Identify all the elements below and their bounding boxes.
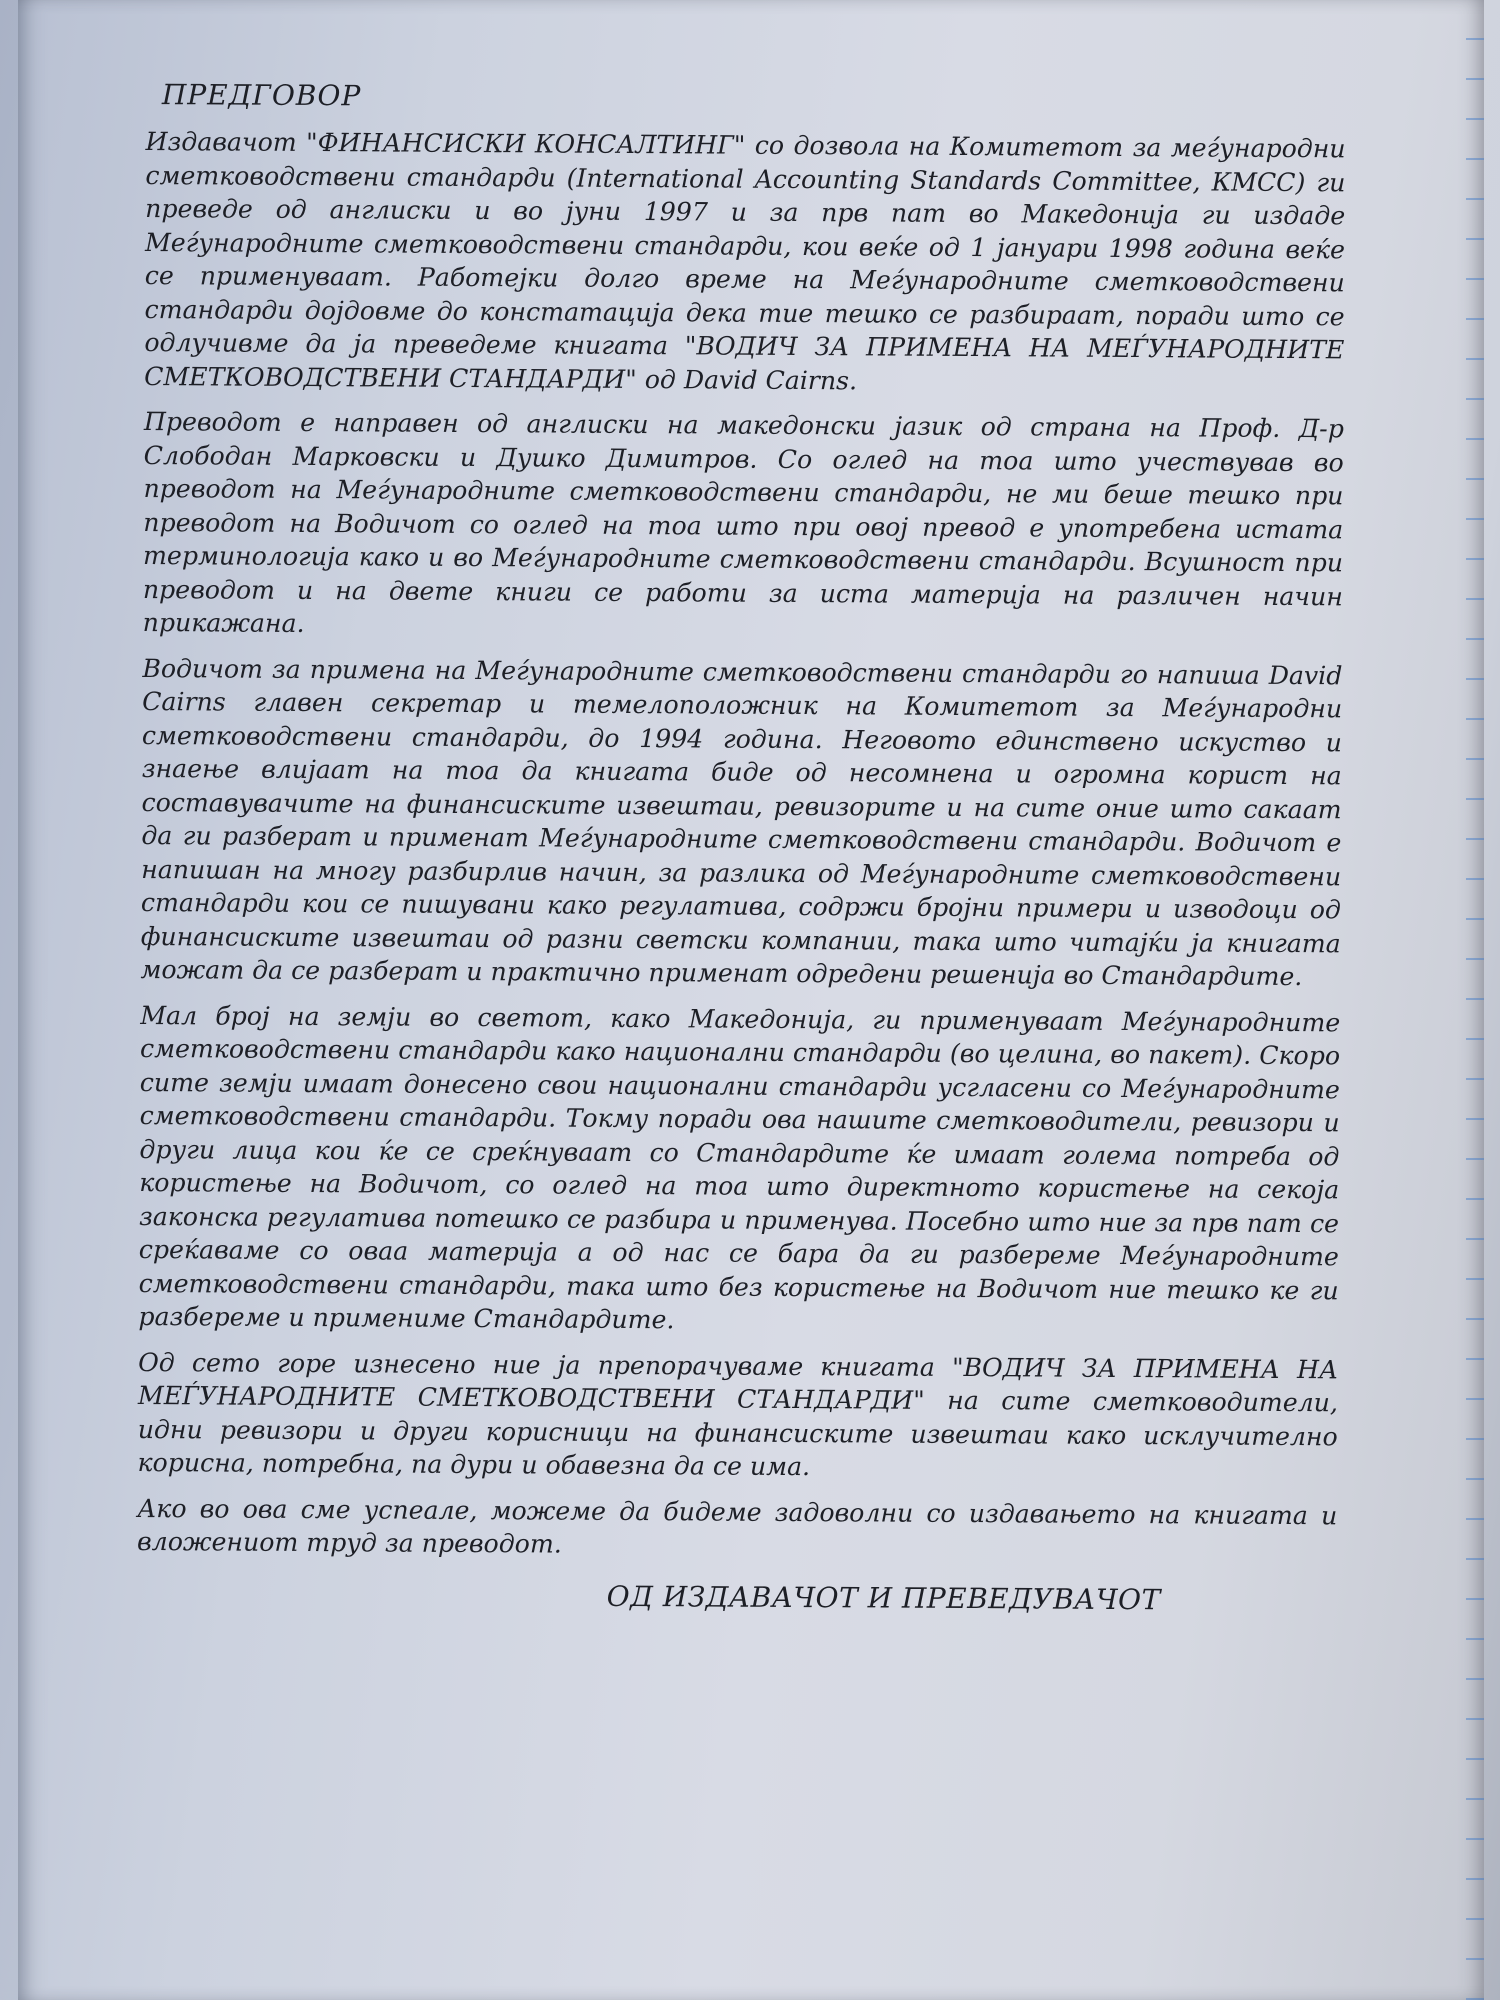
paragraph-2: Преводот е направен од англиски на македонски јазик од страна на Проф. Д-р Слободан Марковски и Душко Димитров. Со оглед на тоа што учествував во преводот на Меѓународните сметководствени стандарди, не ми беше тешко при преводот на Водичот со оглед на тоа што при овој превод е употребена истата терминологија како и во Меѓународните сметководствени стандарди. Всушност при преводот и на двете книги се работи за иста материја на различен начин прикажана. [142,406,1344,638]
book-page [18,0,1484,2000]
paragraph-5: Од сето горе изнесено ние ја препорачуваме книгата "ВОДИЧ ЗА ПРИМЕНА НА МЕЃУНАРОДНИТЕ СМЕТКОВОДСТВЕНИ СТАНДАРДИ" на сите сметководители, идни ревизори и други корисници на финансиските извештаи како исклучително корисна, потребна, па дури и обавезна да се има. [137,1347,1339,1482]
page-edge [1466,0,1484,2000]
paragraph-1: Издавачот "ФИНАНСИСКИ КОНСАЛТИНГ" со дозвола на Комитетот за меѓународни сметководствени стандарди (International Accounting Standards Committee, КМСС) ги преведе од англиски и во јуни 1997 и за прв пат во Македонија ги издаде Меѓународните сметководствени стандарди, кои веќе од 1 јануари 1998 година веќе се применуваат. Работејки долго време на Меѓународните сметководствени стандарди дојдовме до констатација дека тие тешко се разбираат, поради што се одлучивме да ја преведеме книгата "ВОДИЧ ЗА ПРИМЕНА НА МЕЃУНАРОДНИТЕ СМЕТКОВОДСТВЕНИ СТАНДАРДИ" од David Cairns. [144,126,1346,395]
paragraph-3: Водичот за примена на Меѓународните сметководствени стандарди го напиша David Cairns главен секретар и темелоположник на Комитетот за Меѓународни сметководствени стандарди, до 1994 година. Неговото единствено искуство и знаење влијаат на тоа да книгата биде од несомнена и огромна корист на составувачите на финансиските извештаи, ревизорите и на сите оние што сакаат да ги разберат и применат Меѓународните сметководствени стандарди. Водичот е напишан на многу разбирлив начин, за разлика од Меѓународните сметководствени стандарди кои се пишувани како регулатива, содржи бројни примери и изводоци од финансиските извештаи од разни светски компании, така што читајќи ја книгата можат да се разберат и практично применат одредени решенија во Стандардите. [140,653,1343,992]
page-title: ПРЕДГОВОР [161,78,362,113]
preface-content [137,78,1346,1617]
paragraph-6: Ако во ова сме успеале, можеме да бидеме задоволни со издавањето на книгата и вложениот труд за преводот. [136,1493,1338,1559]
paragraph-4: Мал број на земји во светот, како Македонија, ги применуваат Меѓународните сметководствени стандарди како национални стандарди (во целина, во пакет). Скоро сите земји имаат донесено свои национални стандарди усгласени со Меѓународните сметководствени стандарди. Токму поради ова нашите сметководители, ревизори и други лица кои ќе се среќнуваат со Стандардите ќе имаат голема потреба од користење на Водичот, со оглед на тоа што директното користење на секоја законска регулатива потешко се разбира и применува. Посебно што ние за прв пат се среќаваме со оваа материја а од нас се бара да ги разбереме Меѓународните сметководствени стандарди, така што без користење на Водичот ние тешко ке ги разбереме и примениме Стандардите. [138,1000,1341,1335]
signature: ОД ИЗДАВАЧОТ И ПРЕВЕДУВАЧОТ [606,1579,1161,1616]
